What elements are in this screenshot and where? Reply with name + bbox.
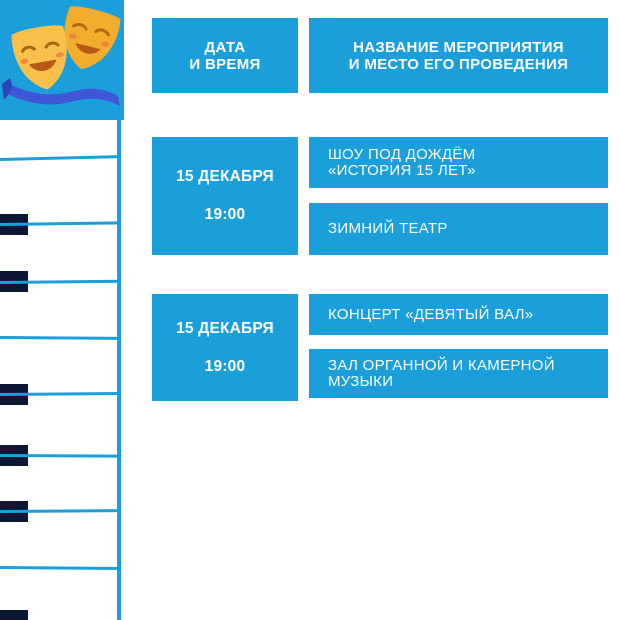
event-time: 19:00 bbox=[204, 357, 246, 375]
event-place: ЗАЛ ОРГАННОЙ И КАМЕРНОЙ МУЗЫКИ bbox=[328, 356, 555, 390]
event-place-cell bbox=[309, 349, 608, 398]
event-date-cell bbox=[152, 294, 298, 401]
event-place-cell bbox=[309, 203, 608, 255]
event-date: 15 ДЕКАБРЯ bbox=[176, 319, 274, 337]
header-date-time bbox=[152, 18, 298, 93]
piano-key-line bbox=[0, 509, 120, 513]
event-time: 19:00 bbox=[204, 206, 246, 223]
piano-key-line bbox=[0, 280, 120, 284]
event-title-cell bbox=[309, 294, 608, 335]
piano-key-line bbox=[0, 566, 120, 570]
header-event-place-label: НАЗВАНИЕ МЕРОПРИЯТИЯ И МЕСТО ЕГО ПРОВЕДЕНИЯ bbox=[348, 38, 569, 73]
piano-key-line bbox=[0, 336, 120, 340]
theatre-masks-icon bbox=[0, 0, 124, 120]
event-date-cell bbox=[152, 137, 298, 255]
piano-black-key bbox=[0, 610, 28, 620]
piano-key-line bbox=[0, 454, 120, 458]
header-event-place bbox=[309, 18, 608, 93]
piano-edge bbox=[117, 120, 121, 620]
header-date-time-label: ДАТА И ВРЕМЯ bbox=[189, 38, 261, 73]
piano-key-line bbox=[0, 221, 120, 226]
event-place: ЗИМНИЙ ТЕАТР bbox=[328, 220, 448, 237]
event-title: КОНЦЕРТ «ДЕВЯТЫЙ ВАЛ» bbox=[328, 305, 534, 323]
piano-key-line bbox=[0, 392, 120, 396]
event-date: 15 ДЕКАБРЯ bbox=[176, 168, 274, 185]
logo-panel bbox=[0, 0, 124, 120]
piano-keys-decoration bbox=[0, 120, 124, 620]
event-title: ШОУ ПОД ДОЖДЁМ «ИСТОРИЯ 15 ЛЕТ» bbox=[328, 145, 476, 179]
event-title-cell bbox=[309, 137, 608, 188]
piano-key-line bbox=[0, 155, 120, 161]
